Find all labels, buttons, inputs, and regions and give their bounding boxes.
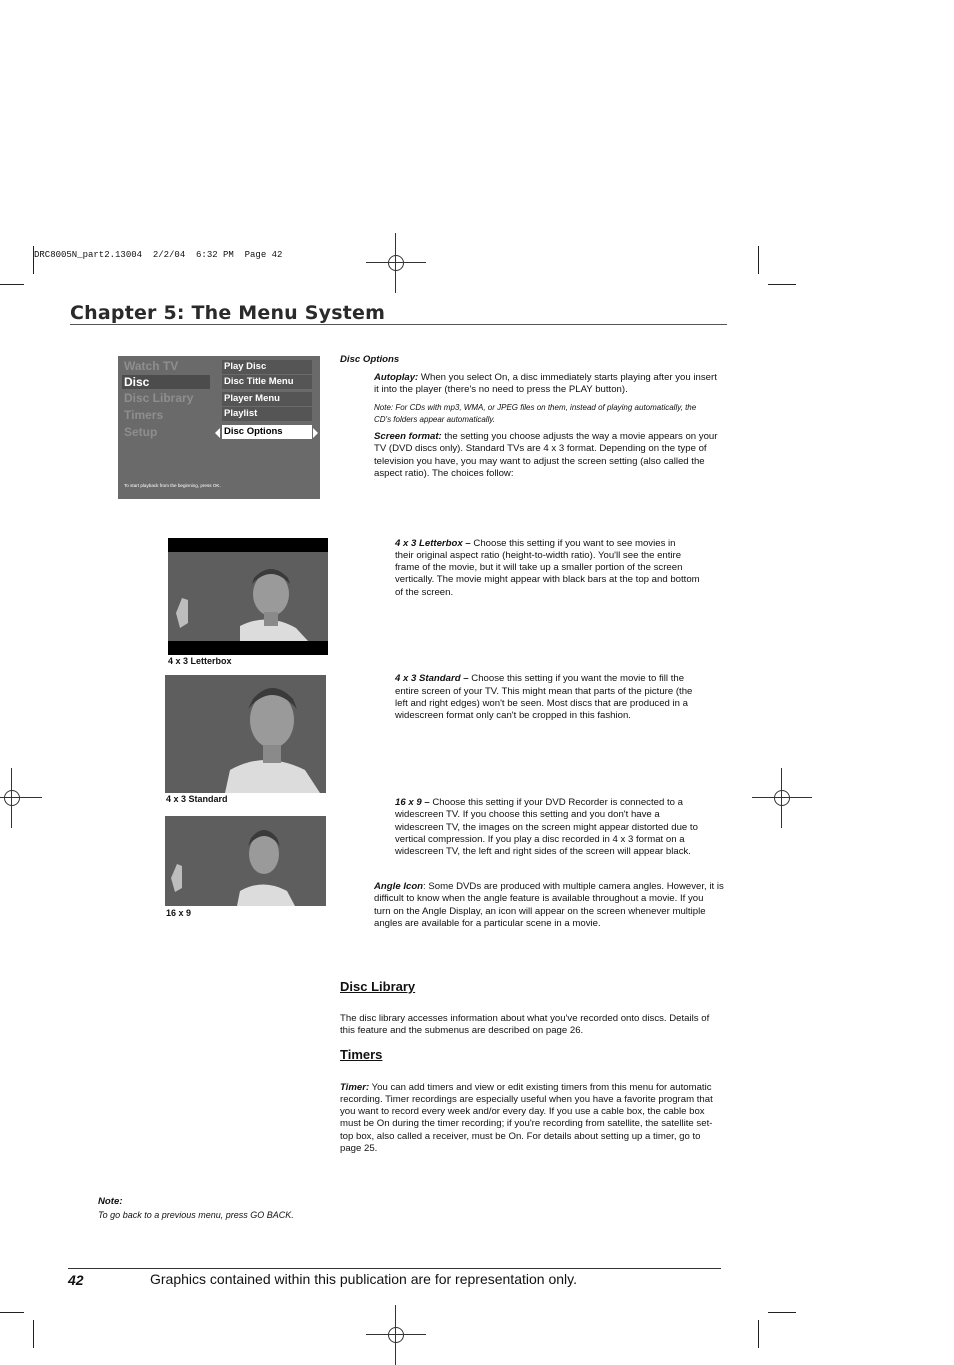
angle-line-0 xyxy=(374,881,724,893)
disc-library-line-0: The disc library accesses information about what you've recorded onto discs. Details of xyxy=(340,1013,710,1024)
widescreen-line-3: vertical compression. If you play a disc recorded in 4 x 3 format on a xyxy=(395,834,685,845)
standard-line-3: widescreen format only can't be cropped in this fashion. xyxy=(395,710,631,721)
letterbox-line-4: of the screen. xyxy=(395,587,454,598)
footer-text: Graphics contained within this publication are for representation only. xyxy=(150,1271,577,1287)
standard-text: Choose this setting if you want the movie to fill the xyxy=(471,673,685,684)
disc-library-heading: Disc Library xyxy=(340,979,416,994)
crop-mark xyxy=(758,1320,759,1348)
screen-format-line-1 xyxy=(374,431,717,443)
timers-line-4: top box, also called a receiver, must be On. For details about setting up a timer, go to xyxy=(340,1131,701,1142)
registration-mark xyxy=(366,1305,426,1365)
autoplay-line-1 xyxy=(374,372,717,384)
angle-text: : Some DVDs are produced with multiple camera angles. However, it is xyxy=(423,881,724,892)
standard-line-0 xyxy=(395,673,684,685)
standard-label: 4 x 3 Standard – xyxy=(395,673,469,684)
widescreen-label: 16 x 9 – xyxy=(395,797,430,808)
osd-sub-disc-title-menu[interactable]: Disc Title Menu xyxy=(222,375,312,389)
screen-format-line-2: TV (DVD discs only). Standard TVs are 4 x 3 format. Depending on the type of xyxy=(374,443,707,454)
crop-mark xyxy=(33,1320,34,1348)
disc-options-heading: Disc Options xyxy=(340,354,400,365)
autoplay-label: Autoplay: xyxy=(374,372,419,383)
timers-line-1: recording. Timer recordings are especially useful when you have a favorite program that xyxy=(340,1094,713,1105)
timers-line-0 xyxy=(340,1082,712,1094)
osd-sub-play-disc[interactable]: Play Disc xyxy=(222,360,312,374)
standard-caption: 4 x 3 Standard xyxy=(166,794,228,804)
note-label: Note: xyxy=(98,1196,123,1207)
timers-line-5: page 25. xyxy=(340,1143,378,1154)
chapter-rule xyxy=(70,324,727,325)
chapter-title: Chapter 5: The Menu System xyxy=(70,302,386,324)
osd-item-watch-tv[interactable]: Watch TV xyxy=(124,359,179,373)
autoplay-text: When you select On, a disc immediately starts playing after you insert xyxy=(420,372,717,383)
autoplay-note-1: Note: For CDs with mp3, WMA, or JPEG files on them, instead of playing automatically, the xyxy=(374,403,697,412)
osd-hint: To start playback from the beginning, press OK. xyxy=(124,483,221,488)
registration-mark xyxy=(366,233,426,293)
osd-item-setup[interactable]: Setup xyxy=(124,425,158,439)
osd-item-disc[interactable]: Disc xyxy=(122,375,210,389)
osd-menu xyxy=(118,356,320,499)
letterbox-line-0 xyxy=(395,538,676,550)
widescreen-line-2: widescreen TV, the images on the screen might appear distorted due to xyxy=(395,822,698,833)
standard-line-2: left and right edges) won't be seen. Most discs that are produced in a xyxy=(395,698,689,709)
standard-line-1: entire screen of your TV. This might mean that parts of the picture (the xyxy=(395,686,693,697)
widescreen-photo xyxy=(165,816,326,906)
standard-photo xyxy=(165,675,326,793)
footer-rule xyxy=(68,1268,721,1269)
arrow-right-icon xyxy=(313,428,318,438)
screen-format-line-4: aspect ratio). The choices follow: xyxy=(374,468,514,479)
osd-sub-player-menu[interactable]: Player Menu xyxy=(222,392,312,406)
crop-mark xyxy=(768,1312,796,1313)
timer-text: You can add timers and view or edit existing timers from this menu for automatic xyxy=(371,1082,712,1093)
osd-item-disc-library[interactable]: Disc Library xyxy=(124,391,194,405)
autoplay-note-2: CD's folders appear automatically. xyxy=(374,415,495,424)
widescreen-text: Choose this setting if your DVD Recorder is connected to a xyxy=(432,797,683,808)
letterbox-line-3: vertically. The movie might appear with black bars at the top and bottom xyxy=(395,574,700,585)
angle-label: Angle Icon xyxy=(374,881,424,892)
registration-mark xyxy=(0,768,42,828)
widescreen-caption: 16 x 9 xyxy=(166,908,192,918)
letterbox-text: Choose this setting if you want to see movies in xyxy=(473,538,676,549)
note-text: To go back to a previous menu, press GO BACK. xyxy=(98,1210,294,1220)
screen-format-text: the setting you choose adjusts the way a movie appears on your xyxy=(444,431,718,442)
osd-item-timers[interactable]: Timers xyxy=(124,408,164,422)
widescreen-line-1: widescreen TV. If you choose this setting and you don't have a xyxy=(395,809,660,820)
crop-mark xyxy=(0,1312,24,1313)
timers-line-3: must be On during the timer recording; if you're recording from satellite, the satellite set- xyxy=(340,1118,713,1129)
page-number: 42 xyxy=(68,1272,84,1288)
angle-line-2: turn on the Angle Display, an icon will appear on the screen whenever multiple xyxy=(374,906,706,917)
crop-mark xyxy=(0,284,24,285)
widescreen-line-4: widescreen TV, the left and right sides of the screen will appear black. xyxy=(395,846,691,857)
letterbox-line-1: their original aspect ratio (height-to-width ratio). You'll see the entire xyxy=(395,550,682,561)
disc-library-line-1: this feature and the submenus are described on page 26. xyxy=(340,1025,584,1036)
print-slug: DRC8005N_part2.13004 2/2/04 6:32 PM Page 42 xyxy=(34,250,283,260)
autoplay-line-2: it into the player (there's no need to press the PLAY button). xyxy=(374,384,628,395)
arrow-left-icon xyxy=(215,428,220,438)
timer-label: Timer: xyxy=(340,1082,370,1093)
osd-sub-playlist[interactable]: Playlist xyxy=(222,407,312,421)
angle-line-3: angles are available for a particular scene in a movie. xyxy=(374,918,601,929)
crop-mark xyxy=(768,284,796,285)
timers-line-2: you want to record every week and/or every day. If you use a cable box, the cable box xyxy=(340,1106,705,1117)
letterbox-caption: 4 x 3 Letterbox xyxy=(168,656,232,666)
widescreen-line-0 xyxy=(395,797,683,809)
letterbox-label: 4 x 3 Letterbox – xyxy=(395,538,471,549)
angle-line-1: difficult to know when the angle feature is available throughout a movie. If you xyxy=(374,893,704,904)
screen-format-line-3: television you have, you may want to adjust the screen setting (also called the xyxy=(374,456,705,467)
registration-mark xyxy=(752,768,812,828)
letterbox-photo xyxy=(168,538,328,655)
screen-format-label: Screen format: xyxy=(374,431,442,442)
letterbox-line-2: frame of the movie, but it will take up a smaller portion of the screen xyxy=(395,562,683,573)
timers-heading: Timers xyxy=(340,1047,383,1062)
osd-sub-disc-options[interactable]: Disc Options xyxy=(222,425,312,439)
crop-mark xyxy=(758,246,759,274)
